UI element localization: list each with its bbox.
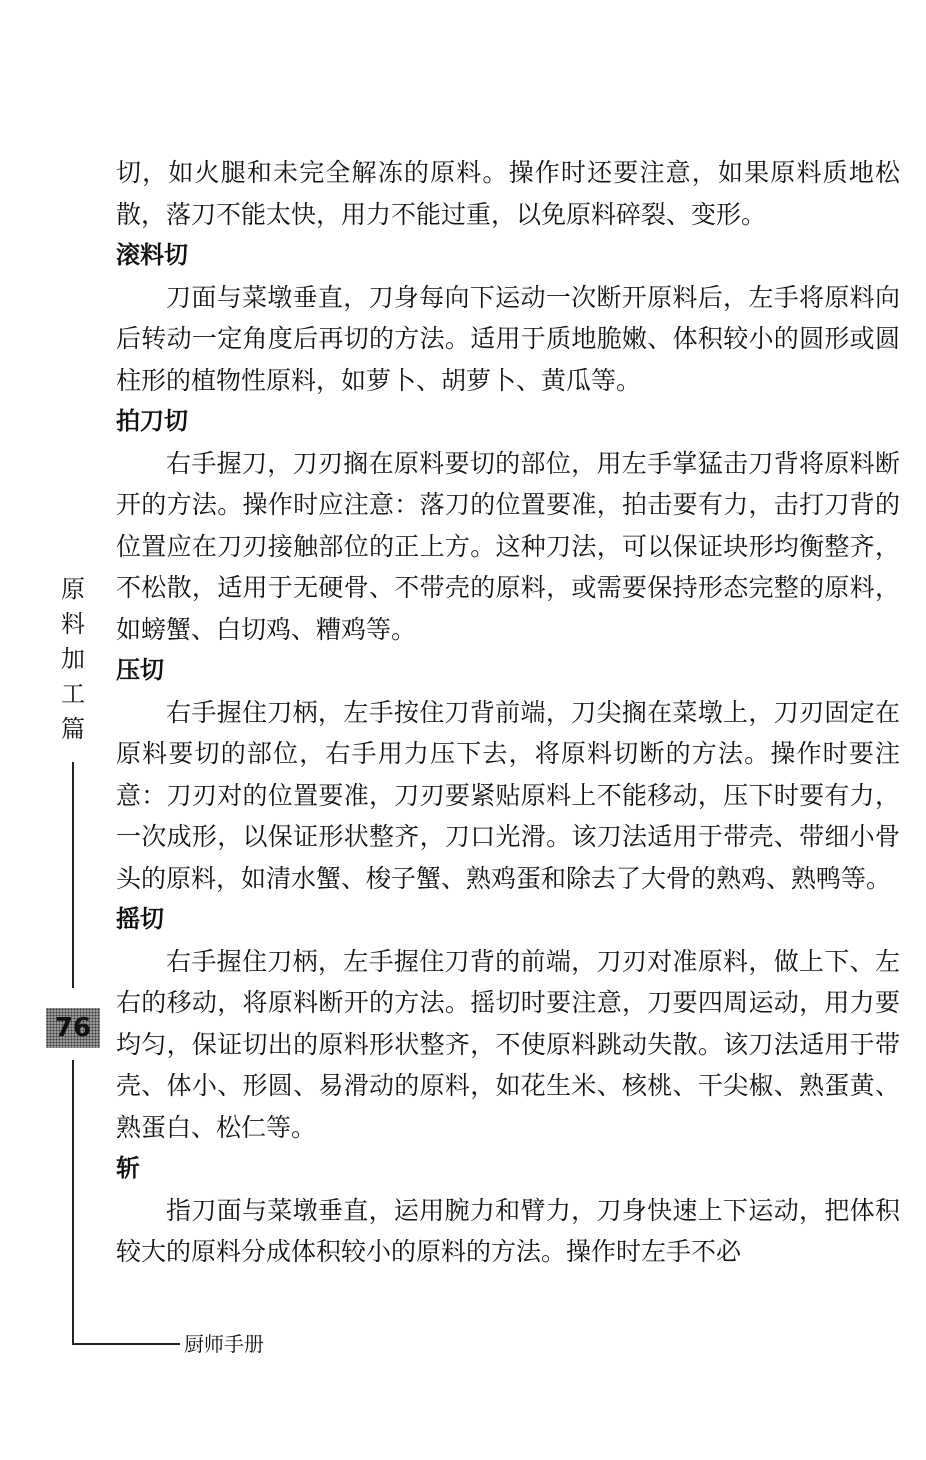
- paragraph: 右手握住刀柄，左手按住刀背前端，刀尖搁在菜墩上，刀刃固定在原料要切的部位，右手用力压下去，将原料切断的方法。操作时要注意：刀刃对的位置要准，刀刃要紧贴原料上不能移动，压下时要有力，一次成形，以保证形状整齐，刀口光滑。该刀法适用于带壳、带细小骨头的原料，如清水蟹、梭子蟹、熟鸡蛋和除去了大骨的熟鸡、熟鸭等。: [116, 697, 900, 893]
- section-heading: 斩: [116, 1154, 140, 1182]
- margin-rule-upper: [72, 762, 74, 988]
- section-heading: 拍刀切: [116, 407, 188, 435]
- page-number-badge: 76: [46, 1008, 100, 1048]
- section-heading: 摇切: [116, 905, 164, 933]
- section-heading: 滚料切: [116, 241, 188, 269]
- footer-book-title: 厨师手册: [184, 1332, 264, 1356]
- paragraph: 切，如火腿和未完全解冻的原料。操作时还要注意，如果原料质地松散，落刀不能太快，用力不能过重，以免原料碎裂、变形。: [116, 158, 900, 229]
- side-title-char: 篇: [61, 715, 85, 743]
- paragraph: 右手握住刀柄，左手握住刀背的前端，刀刃对准原料，做上下、左右的移动，将原料断开的方法。摇切时要注意，刀要四周运动，用力要均匀，保证切出的原料形状整齐，不使原料跳动失散。该刀法适用于带壳、体小、形圆、易滑动的原料，如花生米、核桃、干尖椒、熟蛋黄、熟蛋白、松仁等。: [116, 946, 900, 1142]
- side-title-char: 料: [61, 610, 85, 638]
- section-heading: 压切: [116, 656, 164, 684]
- side-title-char: 加: [61, 645, 85, 673]
- side-title-char: 工: [61, 680, 85, 708]
- margin-rule-lower: [72, 1060, 74, 1345]
- footer-rule: [72, 1343, 180, 1345]
- paragraph: 右手握刀，刀刃搁在原料要切的部位，用左手掌猛击刀背将原料断开的方法。操作时应注意：落刀的位置要准，拍击要有力，击打刀背的位置应在刀刃接触部位的正上方。这种刀法，可以保证块形均衡整齐，不松散，适用于无硬骨、不带壳的原料，或需要保持形态完整的原料，如螃蟹、白切鸡、糟鸡等。: [116, 448, 900, 644]
- side-title-char: 原: [61, 575, 85, 603]
- body-text: [116, 152, 900, 1273]
- paragraph: 指刀面与菜墩垂直，运用腕力和臂力，刀身快速上下运动，把体积较大的原料分成体积较小的原料的方法。操作时左手不必: [116, 1195, 900, 1266]
- side-section-title: [58, 572, 88, 747]
- paragraph: 刀面与菜墩垂直，刀身每向下运动一次断开原料后，左手将原料向后转动一定角度后再切的方法。适用于质地脆嫩、体积较小的圆形或圆柱形的植物性原料，如萝卜、胡萝卜、黄瓜等。: [116, 282, 900, 395]
